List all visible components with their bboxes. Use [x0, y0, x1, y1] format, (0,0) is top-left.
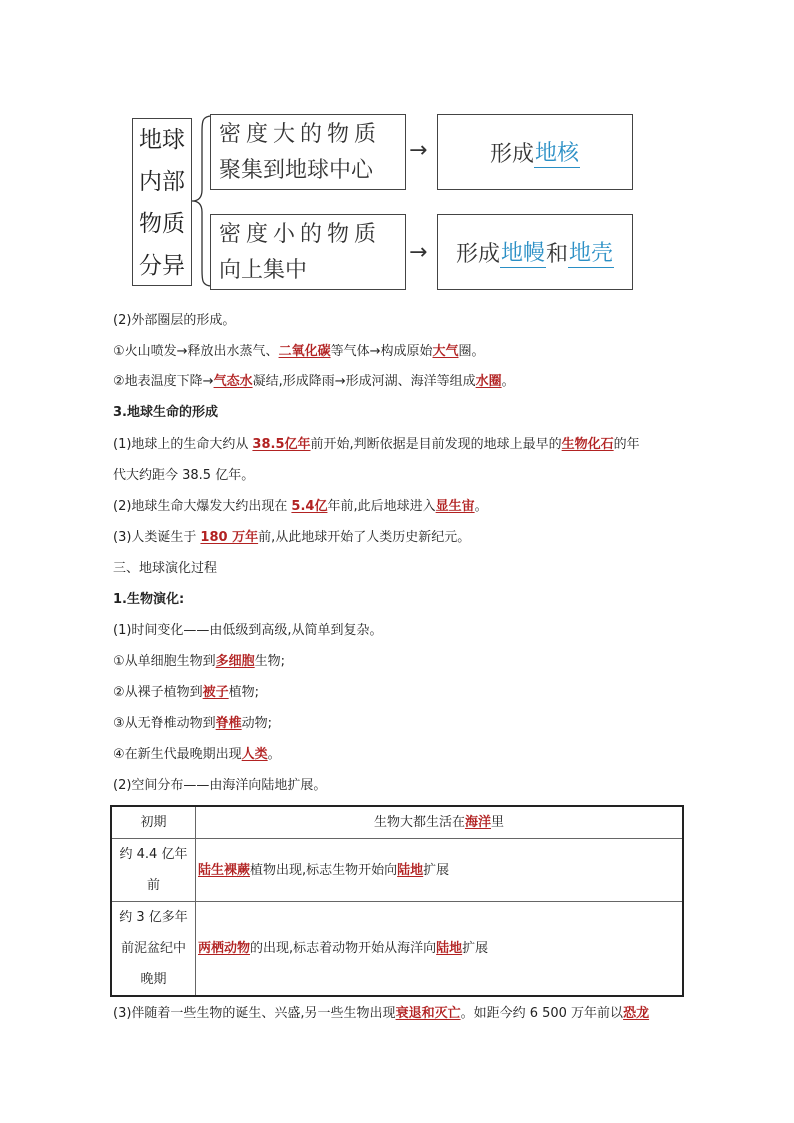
answer: 180 万年 [200, 530, 259, 545]
text: 。 [501, 374, 515, 389]
text: ②从裸子植物到 [113, 685, 203, 700]
left-box-line: 内部 [139, 169, 185, 195]
text: 植物出现,标志生物开始向 [250, 862, 398, 878]
text: 凝结,形成降雨→形成河湖、海洋等组成 [252, 374, 476, 389]
answer-mantle: 地幔 [500, 236, 546, 268]
text: 。如距今约 6 500 万年前以 [460, 1006, 624, 1021]
light-matter-line1: 密度小的物质 [219, 222, 382, 247]
text: 动物; [241, 716, 273, 731]
answer: 显生宙 [435, 499, 475, 514]
chapter-heading: 三、地球演化过程 [113, 561, 218, 576]
section-heading: 3.地球生命的形成 [113, 405, 218, 420]
light-matter-line2: 向上集中 [219, 258, 308, 283]
text: 约 4.4 亿年 [119, 847, 188, 862]
list-item [113, 746, 281, 764]
table-row [111, 839, 683, 902]
answer: 陆地 [436, 941, 463, 956]
text: 前开始,判断依据是目前发现的地球上最早的 [310, 437, 562, 452]
text: ①从单细胞生物到 [113, 654, 216, 669]
answer: 恐龙 [623, 1006, 650, 1021]
answer: 陆生裸蕨 [198, 862, 251, 878]
answer: 二氧化碳 [278, 344, 331, 359]
text-line [113, 1005, 649, 1023]
text: 生物大都生活在 [373, 815, 465, 830]
earth-differentiation-diagram [0, 0, 794, 300]
text: ④在新生代最晚期出现 [113, 747, 242, 762]
text: 前泥盆纪中 [120, 941, 186, 956]
table-cell [196, 902, 684, 997]
internal-differentiation-box [132, 118, 192, 286]
answer: 多细胞 [215, 654, 255, 669]
section-heading: 1.生物演化: [113, 592, 185, 607]
table-row [111, 806, 683, 839]
text: 。 [474, 499, 488, 514]
and-label: 和 [546, 241, 569, 267]
text: 的出现,标志着动物开始从海洋向 [250, 941, 437, 956]
answer: 生物化石 [561, 437, 614, 452]
text: 扩展 [462, 941, 489, 956]
form-label: 形成 [455, 241, 500, 267]
left-box-line: 物质 [139, 211, 185, 237]
text-line [113, 343, 485, 361]
text: ③从无脊椎动物到 [113, 716, 216, 731]
form-label: 形成 [489, 141, 534, 167]
list-item [113, 715, 272, 733]
text-line [113, 373, 515, 391]
text-line: 代大约距今 38.5 亿年。 [113, 468, 255, 483]
text-line: (1)时间变化——由低级到高级,从简单到复杂。 [113, 623, 383, 638]
text: ②地表温度下降→ [113, 374, 214, 389]
answer: 陆地 [397, 862, 424, 878]
answer: 海洋 [464, 815, 491, 830]
answer: 5.4亿 [291, 499, 328, 514]
answer: 气态水 [213, 374, 253, 389]
dense-matter-line2: 聚集到地球中心 [219, 158, 374, 183]
text: 圈。 [458, 344, 485, 359]
dense-matter-box [210, 114, 406, 190]
dense-matter-line1: 密度大的物质 [219, 122, 382, 147]
list-item [113, 684, 259, 702]
text: (2)地球生命大爆发大约出现在 [113, 499, 288, 514]
spatial-distribution-table [110, 805, 684, 997]
table-cell: 初期 [111, 806, 196, 839]
text: 的年 [613, 437, 640, 452]
table-cell [111, 839, 196, 902]
answer-crust: 地壳 [568, 236, 614, 268]
text-line [113, 498, 488, 516]
text: 扩展 [423, 862, 450, 878]
left-box-line: 地球 [139, 127, 185, 153]
answer: 38.5亿年 [252, 437, 311, 452]
text: (3)人类诞生于 [113, 530, 197, 545]
answer: 两栖动物 [198, 941, 251, 956]
answer: 脊椎 [215, 716, 242, 731]
table-cell [111, 902, 196, 997]
text: 前,从此地球开始了人类历史新纪元。 [258, 530, 471, 545]
table-cell [196, 839, 684, 902]
answer: 水圈 [475, 374, 502, 389]
text: 等气体→构成原始 [330, 344, 433, 359]
table-cell [196, 806, 684, 839]
text: (1)地球上的生命大约从 [113, 437, 249, 452]
table-row [111, 902, 683, 997]
text: ①火山喷发→释放出水蒸气、 [113, 344, 279, 359]
core-result-box [437, 114, 633, 190]
text-line [113, 436, 640, 454]
text: 里 [491, 815, 505, 830]
answer-core: 地核 [534, 136, 580, 168]
text: 前 [146, 878, 160, 893]
answer: 衰退和灭亡 [395, 1006, 461, 1021]
text: 年前,此后地球进入 [327, 499, 436, 514]
light-matter-box [210, 214, 406, 290]
answer: 人类 [241, 747, 268, 762]
arrow-right-icon: → [409, 240, 428, 265]
outer-sphere-title: (2)外部圈层的形成。 [113, 313, 236, 328]
text-line: (2)空间分布——由海洋向陆地扩展。 [113, 778, 327, 793]
text: (3)伴随着一些生物的诞生、兴盛,另一些生物出现 [113, 1006, 396, 1021]
text: 晚期 [140, 972, 167, 987]
text: 生物; [254, 654, 286, 669]
answer: 大气 [432, 344, 459, 359]
text: 约 3 亿多年 [119, 910, 188, 925]
text: 植物; [228, 685, 260, 700]
text-line [113, 529, 470, 547]
arrow-right-icon: → [409, 138, 428, 163]
left-box-line: 分异 [139, 253, 185, 279]
text: 。 [267, 747, 281, 762]
answer: 被子 [202, 685, 229, 700]
list-item [113, 653, 285, 671]
mantle-crust-result-box [437, 214, 633, 290]
